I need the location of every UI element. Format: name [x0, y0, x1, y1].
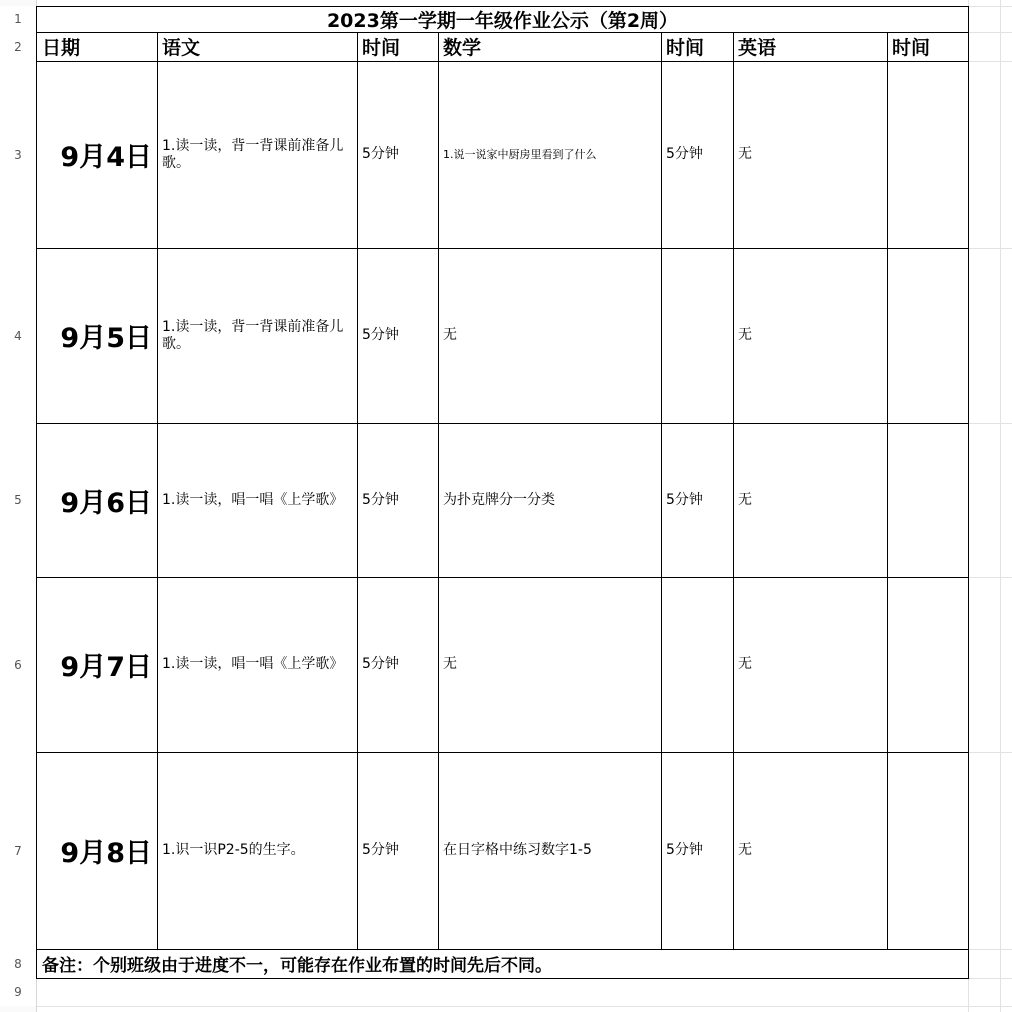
english-homework-cell[interactable]: 无 — [733, 248, 888, 424]
row-number[interactable]: 4 — [0, 248, 36, 423]
row-number[interactable]: 2 — [0, 32, 36, 61]
header-time-chinese[interactable]: 时间 — [357, 32, 439, 62]
header-time-english[interactable]: 时间 — [887, 32, 969, 62]
chinese-homework-cell[interactable]: 1.读一读，背一背课前准备儿歌。 — [157, 61, 358, 249]
chinese-time-cell[interactable]: 5分钟 — [357, 61, 439, 249]
chinese-time-cell[interactable]: 5分钟 — [357, 248, 439, 424]
header-chinese[interactable]: 语文 — [157, 32, 358, 62]
gridline — [0, 1006, 1012, 1007]
header-date[interactable]: 日期 — [36, 32, 158, 62]
date-cell[interactable]: 9月6日 — [36, 423, 158, 578]
date-cell[interactable]: 9月7日 — [36, 577, 158, 753]
row-number[interactable]: 8 — [0, 949, 36, 978]
date-cell[interactable]: 9月5日 — [36, 248, 158, 424]
english-homework-cell[interactable]: 无 — [733, 752, 888, 950]
math-time-cell[interactable]: 5分钟 — [661, 752, 734, 950]
math-homework-cell[interactable]: 无 — [438, 248, 662, 424]
chinese-time-cell[interactable]: 5分钟 — [357, 577, 439, 753]
gridline — [1000, 0, 1001, 1012]
math-time-cell[interactable]: 5分钟 — [661, 61, 734, 249]
chinese-time-cell[interactable]: 5分钟 — [357, 752, 439, 950]
row-number[interactable]: 3 — [0, 61, 36, 248]
english-time-cell[interactable] — [887, 423, 969, 578]
english-homework-cell[interactable]: 无 — [733, 61, 888, 249]
remark-note[interactable]: 备注：个别班级由于进度不一，可能存在作业布置的时间先后不同。 — [36, 949, 969, 979]
chinese-homework-cell[interactable]: 1.读一读，唱一唱《上学歌》 — [157, 577, 358, 753]
row-number[interactable]: 7 — [0, 752, 36, 949]
row-number[interactable]: 1 — [0, 6, 36, 32]
math-homework-cell[interactable]: 1.说一说家中厨房里看到了什么 — [438, 61, 662, 249]
english-homework-cell[interactable]: 无 — [733, 577, 888, 753]
english-time-cell[interactable] — [887, 577, 969, 753]
chinese-homework-cell[interactable]: 1.读一读，背一背课前准备儿歌。 — [157, 248, 358, 424]
row-number[interactable]: 6 — [0, 577, 36, 752]
row-number[interactable]: 9 — [0, 978, 36, 1006]
date-cell[interactable]: 9月8日 — [36, 752, 158, 950]
header-math[interactable]: 数学 — [438, 32, 662, 62]
date-cell[interactable]: 9月4日 — [36, 61, 158, 249]
header-english[interactable]: 英语 — [733, 32, 888, 62]
math-homework-cell[interactable]: 在日字格中练习数字1-5 — [438, 752, 662, 950]
chinese-homework-cell[interactable]: 1.读一读，唱一唱《上学歌》 — [157, 423, 358, 578]
header-time-math[interactable]: 时间 — [661, 32, 734, 62]
math-homework-cell[interactable]: 为扑克牌分一分类 — [438, 423, 662, 578]
row-number[interactable]: 5 — [0, 423, 36, 577]
english-time-cell[interactable] — [887, 61, 969, 249]
english-time-cell[interactable] — [887, 752, 969, 950]
math-homework-cell[interactable]: 无 — [438, 577, 662, 753]
sheet-title[interactable]: 2023第一学期一年级作业公示（第2周） — [36, 6, 969, 33]
chinese-time-cell[interactable]: 5分钟 — [357, 423, 439, 578]
english-homework-cell[interactable]: 无 — [733, 423, 888, 578]
english-time-cell[interactable] — [887, 248, 969, 424]
chinese-homework-cell[interactable]: 1.识一识P2-5的生字。 — [157, 752, 358, 950]
math-time-cell[interactable] — [661, 577, 734, 753]
math-time-cell[interactable] — [661, 248, 734, 424]
math-time-cell[interactable]: 5分钟 — [661, 423, 734, 578]
